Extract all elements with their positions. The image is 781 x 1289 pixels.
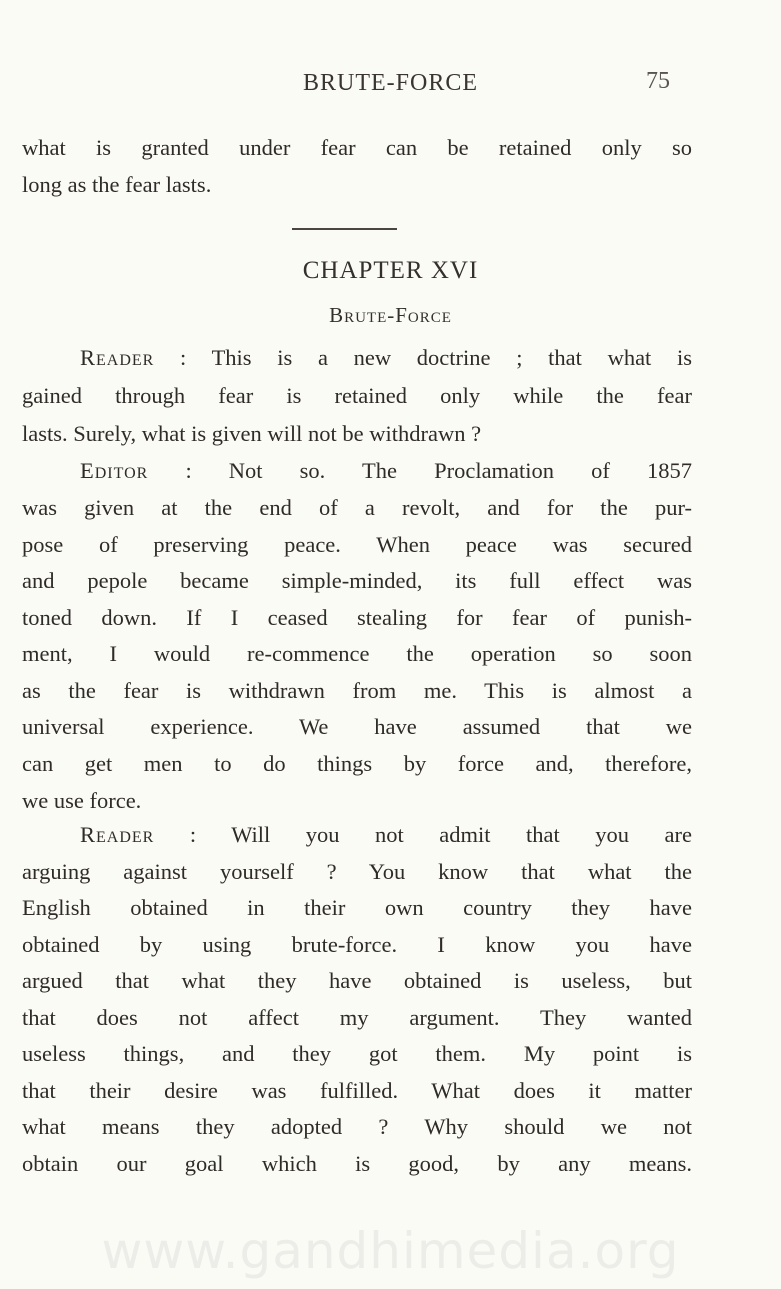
speaker-name: Reader [80, 345, 155, 370]
body-line: what is granted under fear can be retained only so [22, 135, 692, 160]
paragraph-first-line [80, 343, 692, 373]
body-line: as the fear is withdrawn from me. This is almost a [22, 678, 692, 703]
speaker-name: Editor [80, 458, 149, 483]
body-line: that their desire was fulfilled. What does it matter [22, 1078, 692, 1103]
speaker-name: Reader [80, 822, 155, 847]
section-divider [292, 228, 397, 230]
body-line: pose of preserving peace. When peace was secured [22, 532, 692, 557]
body-line: can get men to do things by force and, therefore, [22, 751, 692, 776]
chapter-title: CHAPTER XVI [302, 257, 479, 284]
body-line: we use force. [22, 788, 142, 813]
body-line: what means they adopted ? Why should we not [22, 1114, 692, 1139]
body-line: universal experience. We have assumed that we [22, 714, 692, 739]
body-text: : This is a new doctrine ; that what is [180, 345, 692, 370]
body-line: and pepole became simple-minded, its full effect was [22, 568, 692, 593]
body-line: gained through fear is retained only while the fear [22, 383, 692, 408]
body-line: obtained by using brute-force. I know you have [22, 932, 692, 957]
body-line: ment, I would re-commence the operation so soon [22, 641, 692, 666]
paragraph-first-line [80, 820, 692, 850]
body-line: English obtained in their own country they have [22, 895, 692, 920]
body-text: : Will you not admit that you are [189, 822, 693, 847]
body-line: useless things, and they got them. My point is [22, 1041, 692, 1066]
running-head: BRUTE-FORCE [302, 70, 478, 96]
body-line: long as the fear lasts. [22, 172, 212, 197]
chapter-subtitle: Brute-Force [329, 303, 452, 327]
body-line: arguing against yourself ? You know that what the [22, 859, 692, 884]
body-line: was given at the end of a revolt, and for the pur- [22, 495, 692, 520]
body-text: : Not so. The Proclamation of 1857 [185, 458, 693, 483]
page-number: 75 [646, 68, 670, 94]
watermark-text: www.gandhimedia.org [101, 1222, 680, 1280]
body-line: obtain our goal which is good, by any means. [22, 1151, 692, 1176]
paragraph-first-line [80, 456, 692, 486]
body-line: argued that what they have obtained is useless, but [22, 968, 692, 993]
body-line: that does not affect my argument. They wanted [22, 1005, 692, 1030]
body-line: lasts. Surely, what is given will not be withdrawn ? [22, 421, 482, 446]
body-line: toned down. If I ceased stealing for fear of punish- [22, 605, 692, 630]
